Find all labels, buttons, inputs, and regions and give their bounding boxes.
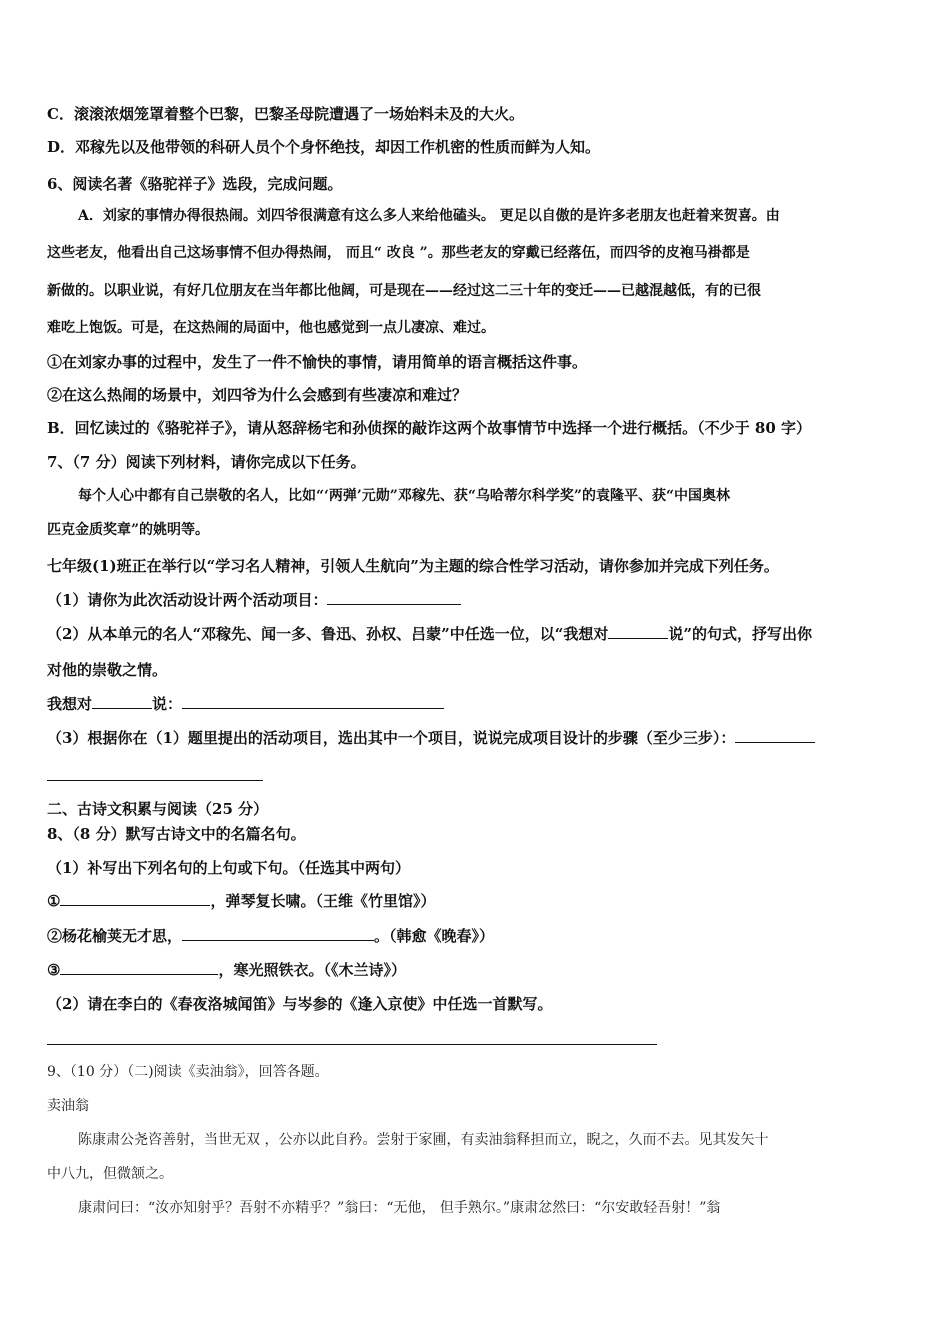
poem-item-1-blank[interactable] (60, 891, 210, 906)
answer-content-blank[interactable] (182, 694, 444, 709)
poem-item-2-tail: 。（韩愈《晚春》） (374, 927, 495, 945)
question-6-sub2: ②在这么热闹的场景中，刘四爷为什么会感到有些凄凉和难过？ (47, 386, 468, 404)
classical-line: 康肃问曰：“汝亦知射乎？吾射不亦精乎？”翁曰：“无他， 但手熟尔。”康肃忿然曰：“尔安敢轻吾射！”翁 (78, 1200, 721, 1216)
task-2-text-a: （2）从本单元的名人“邓稼先、闻一多、鲁迅、孙权、吕蒙”中任选一位，以“我想对 (47, 625, 609, 643)
poem-item-1 (47, 891, 908, 911)
answer-name-blank[interactable] (92, 694, 152, 709)
passage-line: 新做的。以职业说，有好几位朋友在当年都比他阔，可是现在——经过这二三十年的变迁——已越混越低，有的已很 (47, 283, 761, 299)
poem-item-2-text: ②杨花榆荚无才思， (47, 927, 183, 945)
task-2-continuation: 对他的崇敬之情。 (47, 661, 168, 679)
section-2-title: 二、古诗文积累与阅读（25 分） (47, 800, 269, 818)
task-2-text-b: 说”的句式，抒写出你 (668, 625, 812, 643)
question-7-intro: 七年级(1)班正在举行以“学习名人精神，引领人生航向”为主题的综合性学习活动，请你参加并完成下列任务。 (47, 557, 779, 575)
poem-item-3-blank[interactable] (60, 960, 218, 975)
poem-item-1-text: ，弹琴复长啸。（王维《竹里馆》） (210, 892, 436, 910)
task-3-blank[interactable] (735, 728, 815, 743)
poem-answer-rule[interactable] (47, 1044, 657, 1045)
poem-item-3 (47, 960, 908, 980)
classical-line: 陈康肃公尧咨善射，当世无双 ，公亦以此自矜。尝射于家圃，有卖油翁释担而立，睨之，久而不去。见其发矢十 (78, 1132, 769, 1148)
answer-line (47, 694, 908, 714)
poem-item-3-text: ，寒光照铁衣。（《木兰诗》） (218, 961, 406, 979)
task-3 (47, 728, 908, 748)
question-8-header: 8、（8 分）默写古诗文中的名篇名句。 (47, 825, 306, 843)
question-6-part-b: B．回忆读过的《骆驼祥子》，请从怒辞杨宅和孙侦探的敲诈这两个故事情节中选择一个进行概括。（不少于 80 字） (47, 419, 812, 437)
passage-line: A．刘家的事情办得很热闹。刘四爷很满意有这么多人来给他磕头。 更足以自傲的是许多老朋友也赶着来贺喜。由 (78, 208, 780, 224)
option-c: C．滚滚浓烟笼罩着整个巴黎，巴黎圣母院遭遇了一场始料未及的大火。 (47, 105, 524, 123)
passage-line: 这些老友，他看出自己这场事情不但办得热闹， 而且“ 改良 ”。那些老友的穿戴已经落伍，而四爷的皮袍马褂都是 (47, 245, 750, 261)
material-line: 匹克金质奖章”的姚明等。 (47, 522, 210, 538)
task-2 (47, 624, 908, 644)
task-1 (47, 590, 908, 610)
task-1-text: （1）请你为此次活动设计两个活动项目： (47, 591, 328, 609)
question-6-header: 6、阅读名著《骆驼祥子》选段，完成问题。 (47, 175, 343, 193)
question-6-sub1: ①在刘家办事的过程中，发生了一件不愉快的事情，请用简单的语言概括这件事。 (47, 353, 588, 371)
task-2-blank[interactable] (608, 624, 668, 639)
poem-item-2 (47, 926, 908, 946)
task-3-text: （3）根据你在（1）题里提出的活动项目，选出其中一个项目，说说完成项目设计的步骤（至少三步）： (47, 729, 736, 747)
option-d: D．邓稼先以及他带领的科研人员个个身怀绝技，却因工作机密的性质而鲜为人知。 (47, 138, 601, 156)
poem-item-2-blank[interactable] (182, 926, 374, 941)
passage-title: 卖油翁 (47, 1098, 89, 1114)
question-9-header: 9、（10 分）（二)阅读《卖油翁》，回答各题。 (47, 1064, 329, 1080)
poem-item-1-mark: ① (47, 892, 61, 910)
question-7-header: 7、（7 分）阅读下列材料，请你完成以下任务。 (47, 453, 366, 471)
poem-item-3-mark: ③ (47, 961, 61, 979)
classical-line: 中八九，但微颔之。 (47, 1166, 173, 1182)
answer-rule[interactable] (47, 780, 263, 781)
task-1-blank[interactable] (327, 590, 461, 605)
question-8-sub1: （1）补写出下列名句的上句或下句。（任选其中两句） (47, 859, 410, 877)
answer-text-b: 说： (152, 695, 183, 713)
question-8-sub2: （2）请在李白的《春夜洛城闻笛》与岑参的《逢入京使》中任选一首默写。 (47, 995, 553, 1013)
passage-line: 难吃上饱饭。可是，在这热闹的局面中，他也感觉到一点儿凄凉、难过。 (47, 320, 495, 336)
material-line: 每个人心中都有自己崇敬的名人，比如“‘两弹’元勋”邓稼先、获“乌哈蒂尔科学奖”的袁隆平、获“中国奥林 (78, 488, 731, 504)
answer-text-a: 我想对 (47, 695, 93, 713)
